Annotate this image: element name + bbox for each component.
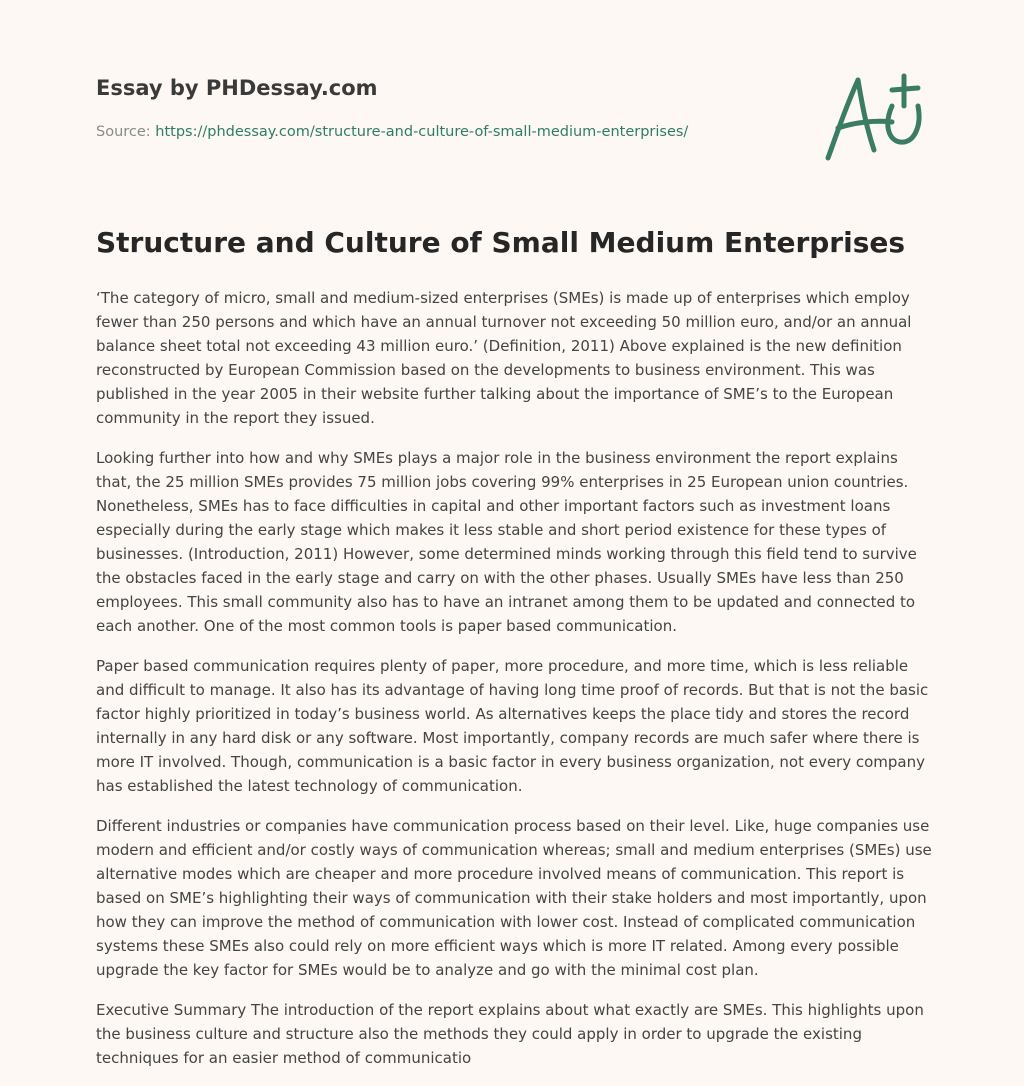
a-plus-logo-icon (818, 66, 928, 166)
article-body (96, 286, 934, 1086)
source-line (96, 124, 688, 140)
site-brand: Essay by PHDessay.com (96, 76, 378, 100)
paragraph: ‘The category of micro, small and medium-sized enterprises (SMEs) is made up of enterprises which employ fewer than 250 persons and which have an annual turnover not exceeding 50 million euro, and/or an annual balance sheet total not exceeding 43 million euro.’ (Definition, 2011) Above explained is the new definition reconstructed by European Commission based on the developments to business environment. This was published in the year 2005 in their website further talking about the importance of SME’s to the European community in the report they issued. (96, 289, 912, 427)
page-title: Structure and Culture of Small Medium Enterprises (96, 226, 906, 259)
source-link[interactable]: https://phdessay.com/structure-and-culture-of-small-medium-enterprises/ (155, 124, 689, 140)
paragraph: Different industries or companies have communication process based on their level. Like, huge companies use modern and efficient and/or costly ways of communication whereas; small and medium enterprises (SMEs) use alternative modes which are cheaper and more procedure involved means of communication. This report is based on SME’s highlighting their ways of communication with their stake holders and most importantly, upon how they can improve the method of communication with lower cost. Instead of complicated communication systems these SMEs also could rely on more efficient ways which is more IT related. Among every possible upgrade the key factor for SMEs would be to analyze and go with the minimal cost plan. (96, 817, 932, 979)
source-label: Source: (96, 124, 156, 140)
paragraph: Executive Summary The introduction of the report explains about what exactly are SMEs. This highlights upon the business culture and structure also the methods they could apply in order to upgrade the existing techniques for an easier method of communicatio (96, 1001, 924, 1067)
paragraph: Looking further into how and why SMEs plays a major role in the business environment the report explains that, the 25 million SMEs provides 75 million jobs covering 99% enterprises in 25 European union countries. Nonetheless, SMEs has to face difficulties in capital and other important factors such as investment loans especially during the early stage which makes it less stable and short period existence for these types of businesses. (Introduction, 2011) However, some determined minds working through this field tend to survive the obstacles faced in the early stage and carry on with the other phases. Usually SMEs have less than 250 employees. This small community also has to have an intranet among them to be updated and connected to each another. One of the most common tools is paper based communication. (96, 449, 917, 635)
paragraph: Paper based communication requires plenty of paper, more procedure, and more time, which is less reliable and difficult to manage. It also has its advantage of having long time proof of records. But that is not the basic factor highly prioritized in today’s business world. As alternatives keeps the place tidy and stores the record internally in any hard disk or any software. Most importantly, company records are much safer where there is more IT involved. Though, communication is a basic factor in every business organization, not every company has established the latest technology of communication. (96, 657, 929, 795)
